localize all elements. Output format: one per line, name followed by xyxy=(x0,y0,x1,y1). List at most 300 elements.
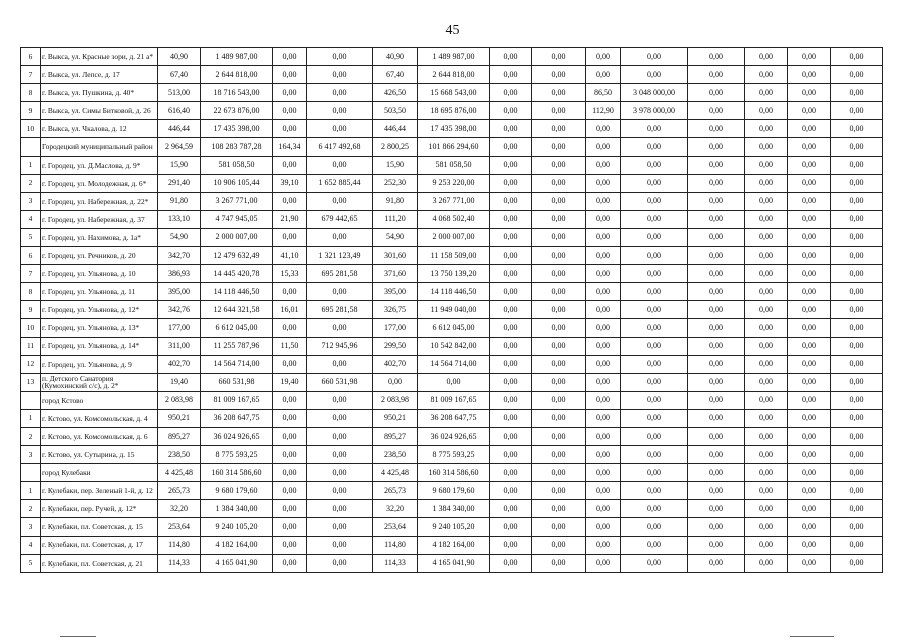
value-cell: 0,00 xyxy=(745,192,788,210)
address-cell: г. Выкса, ул. Чкалова, д. 12 xyxy=(41,120,158,138)
value-cell: 164,34 xyxy=(273,138,307,156)
value-cell: 15,33 xyxy=(273,265,307,283)
value-cell: 67,40 xyxy=(158,66,201,84)
address-cell: г. Кулебаки, пл. Советская, д. 17 xyxy=(41,536,158,554)
table-row xyxy=(21,102,883,120)
value-cell: 0,00 xyxy=(532,210,586,228)
value-cell: 0,00 xyxy=(831,554,883,572)
value-cell: 177,00 xyxy=(158,319,201,337)
value-cell: 112,90 xyxy=(586,102,621,120)
value-cell: 0,00 xyxy=(532,192,586,210)
value-cell: 0,00 xyxy=(831,355,883,373)
value-cell: 81 009 167,65 xyxy=(201,391,273,409)
value-cell: 0,00 xyxy=(788,464,831,482)
value-cell: 108 283 787,28 xyxy=(201,138,273,156)
value-cell: 0,00 xyxy=(688,138,745,156)
value-cell: 0,00 xyxy=(307,48,373,66)
value-cell: 19,40 xyxy=(273,373,307,391)
value-cell: 0,00 xyxy=(745,120,788,138)
value-cell: 36 024 926,65 xyxy=(201,427,273,445)
value-cell: 6 612 045,00 xyxy=(418,319,490,337)
value-cell: 86,50 xyxy=(586,84,621,102)
value-cell: 695 281,58 xyxy=(307,265,373,283)
value-cell: 0,00 xyxy=(745,66,788,84)
value-cell: 0,00 xyxy=(532,84,586,102)
value-cell: 111,20 xyxy=(373,210,418,228)
value-cell: 0,00 xyxy=(490,156,532,174)
row-number-cell: 8 xyxy=(21,84,41,102)
value-cell: 0,00 xyxy=(621,138,688,156)
value-cell: 0,00 xyxy=(586,482,621,500)
value-cell: 0,00 xyxy=(745,156,788,174)
value-cell: 0,00 xyxy=(532,247,586,265)
value-cell: 54,90 xyxy=(373,228,418,246)
address-cell: г. Городец, ул. Д.Маслова, д. 9* xyxy=(41,156,158,174)
value-cell: 291,40 xyxy=(158,174,201,192)
value-cell: 0,00 xyxy=(307,283,373,301)
address-cell: г. Выкса, ул. Пушкина, д. 40* xyxy=(41,84,158,102)
table-row xyxy=(21,66,883,84)
value-cell: 0,00 xyxy=(307,482,373,500)
value-cell: 6 417 492,68 xyxy=(307,138,373,156)
table-row xyxy=(21,265,883,283)
value-cell: 0,00 xyxy=(273,66,307,84)
value-cell: 679 442,65 xyxy=(307,210,373,228)
value-cell: 426,50 xyxy=(373,84,418,102)
value-cell: 0,00 xyxy=(621,283,688,301)
table-row xyxy=(21,228,883,246)
value-cell: 0,00 xyxy=(688,373,745,391)
value-cell: 0,00 xyxy=(586,391,621,409)
value-cell: 238,50 xyxy=(373,446,418,464)
value-cell: 18 716 543,00 xyxy=(201,84,273,102)
value-cell: 0,00 xyxy=(273,536,307,554)
value-cell: 0,00 xyxy=(307,391,373,409)
value-cell: 0,00 xyxy=(688,192,745,210)
value-cell: 0,00 xyxy=(621,554,688,572)
value-cell: 253,64 xyxy=(373,518,418,536)
value-cell: 0,00 xyxy=(490,192,532,210)
value-cell: 10 906 105,44 xyxy=(201,174,273,192)
value-cell: 3 267 771,00 xyxy=(418,192,490,210)
value-cell: 0,00 xyxy=(788,120,831,138)
value-cell: 0,00 xyxy=(745,174,788,192)
value-cell: 0,00 xyxy=(490,554,532,572)
value-cell: 0,00 xyxy=(788,192,831,210)
value-cell: 0,00 xyxy=(621,301,688,319)
value-cell: 16,01 xyxy=(273,301,307,319)
value-cell: 0,00 xyxy=(621,409,688,427)
value-cell: 0,00 xyxy=(490,464,532,482)
value-cell: 3 048 000,00 xyxy=(621,84,688,102)
value-cell: 0,00 xyxy=(273,102,307,120)
footer-rule-left xyxy=(60,636,96,637)
value-cell: 0,00 xyxy=(831,427,883,445)
value-cell: 0,00 xyxy=(788,391,831,409)
value-cell: 0,00 xyxy=(688,409,745,427)
value-cell: 0,00 xyxy=(273,319,307,337)
value-cell: 0,00 xyxy=(745,337,788,355)
page-number: 45 xyxy=(445,23,460,38)
value-cell: 0,00 xyxy=(307,228,373,246)
value-cell: 503,50 xyxy=(373,102,418,120)
value-cell: 0,00 xyxy=(688,48,745,66)
value-cell: 14 564 714,00 xyxy=(201,355,273,373)
value-cell: 9 680 179,60 xyxy=(418,482,490,500)
value-cell: 0,00 xyxy=(745,427,788,445)
value-cell: 0,00 xyxy=(490,319,532,337)
value-cell: 0,00 xyxy=(307,319,373,337)
address-cell: г. Городец, ул. Нахимова, д. 1а* xyxy=(41,228,158,246)
value-cell: 2 644 818,00 xyxy=(201,66,273,84)
table-row xyxy=(21,48,883,66)
value-cell: 0,00 xyxy=(745,138,788,156)
value-cell: 0,00 xyxy=(688,120,745,138)
value-cell: 4 165 041,90 xyxy=(418,554,490,572)
value-cell: 695 281,58 xyxy=(307,301,373,319)
value-cell: 0,00 xyxy=(831,482,883,500)
value-cell: 0,00 xyxy=(745,409,788,427)
row-number-cell xyxy=(21,464,41,482)
value-cell: 371,60 xyxy=(373,265,418,283)
row-number-cell: 9 xyxy=(21,301,41,319)
value-cell: 0,00 xyxy=(490,210,532,228)
value-cell: 0,00 xyxy=(745,536,788,554)
value-cell: 2 000 007,00 xyxy=(418,228,490,246)
value-cell: 0,00 xyxy=(490,355,532,373)
value-cell: 9 240 105,20 xyxy=(418,518,490,536)
value-cell: 0,00 xyxy=(532,536,586,554)
value-cell: 950,21 xyxy=(373,409,418,427)
value-cell: 22 673 876,00 xyxy=(201,102,273,120)
value-cell: 0,00 xyxy=(688,228,745,246)
value-cell: 0,00 xyxy=(418,373,490,391)
value-cell: 0,00 xyxy=(586,355,621,373)
value-cell: 8 775 593,25 xyxy=(418,446,490,464)
value-cell: 0,00 xyxy=(532,355,586,373)
value-cell: 0,00 xyxy=(586,427,621,445)
row-number-cell xyxy=(21,138,41,156)
value-cell: 0,00 xyxy=(307,536,373,554)
row-number-cell: 11 xyxy=(21,337,41,355)
value-cell: 40,90 xyxy=(373,48,418,66)
value-cell: 0,00 xyxy=(745,210,788,228)
value-cell: 0,00 xyxy=(788,228,831,246)
value-cell: 0,00 xyxy=(688,319,745,337)
value-cell: 0,00 xyxy=(788,265,831,283)
value-cell: 0,00 xyxy=(745,48,788,66)
table-row xyxy=(21,409,883,427)
value-cell: 0,00 xyxy=(831,319,883,337)
value-cell: 326,75 xyxy=(373,301,418,319)
value-cell: 114,80 xyxy=(373,536,418,554)
value-cell: 0,00 xyxy=(621,247,688,265)
value-cell: 0,00 xyxy=(586,120,621,138)
row-number-cell: 3 xyxy=(21,446,41,464)
table-row xyxy=(21,373,883,391)
value-cell: 402,70 xyxy=(373,355,418,373)
value-cell: 0,00 xyxy=(532,66,586,84)
value-cell: 0,00 xyxy=(745,391,788,409)
value-cell: 4 425,48 xyxy=(158,464,201,482)
value-cell: 0,00 xyxy=(307,464,373,482)
address-cell: город Кулебаки xyxy=(41,464,158,482)
row-number-cell: 1 xyxy=(21,482,41,500)
value-cell: 0,00 xyxy=(273,518,307,536)
value-cell: 0,00 xyxy=(621,337,688,355)
value-cell: 0,00 xyxy=(788,138,831,156)
value-cell: 0,00 xyxy=(831,283,883,301)
value-cell: 0,00 xyxy=(490,228,532,246)
value-cell: 0,00 xyxy=(745,228,788,246)
value-cell: 0,00 xyxy=(490,337,532,355)
value-cell: 0,00 xyxy=(621,427,688,445)
value-cell: 0,00 xyxy=(788,536,831,554)
value-cell: 0,00 xyxy=(745,283,788,301)
address-cell: г. Выкса, ул. Лепсе, д. 17 xyxy=(41,66,158,84)
value-cell: 0,00 xyxy=(688,355,745,373)
value-cell: 238,50 xyxy=(158,446,201,464)
value-cell: 446,44 xyxy=(373,120,418,138)
value-cell: 0,00 xyxy=(745,482,788,500)
value-cell: 0,00 xyxy=(831,156,883,174)
address-cell: г. Городец, ул. Речников, д. 20 xyxy=(41,247,158,265)
value-cell: 4 747 945,05 xyxy=(201,210,273,228)
address-cell: г. Городец, ул. Набережная, д. 37 xyxy=(41,210,158,228)
value-cell: 252,30 xyxy=(373,174,418,192)
row-number-cell: 13 xyxy=(21,373,41,391)
value-cell: 0,00 xyxy=(490,247,532,265)
row-number-cell: 6 xyxy=(21,247,41,265)
value-cell: 0,00 xyxy=(745,265,788,283)
value-cell: 0,00 xyxy=(307,446,373,464)
value-cell: 12 479 632,49 xyxy=(201,247,273,265)
value-cell: 660 531,98 xyxy=(307,373,373,391)
value-cell: 160 314 586,60 xyxy=(201,464,273,482)
value-cell: 0,00 xyxy=(307,84,373,102)
address-cell: г. Кулебаки, пер. Зеленый 1-й, д. 12 xyxy=(41,482,158,500)
value-cell: 0,00 xyxy=(273,409,307,427)
value-cell: 32,20 xyxy=(373,500,418,518)
value-cell: 0,00 xyxy=(831,247,883,265)
value-cell: 0,00 xyxy=(273,48,307,66)
value-cell: 0,00 xyxy=(688,391,745,409)
value-cell: 0,00 xyxy=(688,446,745,464)
table-group-row xyxy=(21,138,883,156)
value-cell: 0,00 xyxy=(688,102,745,120)
value-cell: 0,00 xyxy=(788,247,831,265)
value-cell: 0,00 xyxy=(621,66,688,84)
value-cell: 9 680 179,60 xyxy=(201,482,273,500)
value-cell: 0,00 xyxy=(745,301,788,319)
value-cell: 0,00 xyxy=(788,210,831,228)
value-cell: 0,00 xyxy=(586,265,621,283)
address-cell: г. Кстово, ул. Комсомольская, д. 4 xyxy=(41,409,158,427)
value-cell: 0,00 xyxy=(788,283,831,301)
value-cell: 0,00 xyxy=(490,102,532,120)
value-cell: 0,00 xyxy=(307,500,373,518)
address-cell: г. Кулебаки, пер. Ручей, д. 12* xyxy=(41,500,158,518)
row-number-cell: 4 xyxy=(21,210,41,228)
value-cell: 0,00 xyxy=(307,554,373,572)
address-cell: г. Городец, ул. Набережная, д. 22* xyxy=(41,192,158,210)
value-cell: 0,00 xyxy=(532,373,586,391)
value-cell: 0,00 xyxy=(688,427,745,445)
value-cell: 0,00 xyxy=(586,500,621,518)
table-row xyxy=(21,518,883,536)
value-cell: 11 255 787,96 xyxy=(201,337,273,355)
value-cell: 342,70 xyxy=(158,247,201,265)
value-cell: 32,20 xyxy=(158,500,201,518)
value-cell: 0,00 xyxy=(688,518,745,536)
value-cell: 1 652 885,44 xyxy=(307,174,373,192)
table-row xyxy=(21,554,883,572)
value-cell: 0,00 xyxy=(621,265,688,283)
value-cell: 0,00 xyxy=(490,301,532,319)
value-cell: 895,27 xyxy=(158,427,201,445)
value-cell: 8 775 593,25 xyxy=(201,446,273,464)
value-cell: 0,00 xyxy=(532,228,586,246)
value-cell: 0,00 xyxy=(788,319,831,337)
value-cell: 0,00 xyxy=(621,228,688,246)
value-cell: 0,00 xyxy=(788,301,831,319)
table-row xyxy=(21,192,883,210)
value-cell: 0,00 xyxy=(307,355,373,373)
value-cell: 0,00 xyxy=(490,409,532,427)
value-cell: 0,00 xyxy=(621,355,688,373)
table-row xyxy=(21,210,883,228)
value-cell: 0,00 xyxy=(831,518,883,536)
value-cell: 0,00 xyxy=(621,500,688,518)
value-cell: 0,00 xyxy=(490,391,532,409)
value-cell: 0,00 xyxy=(831,102,883,120)
value-cell: 17 435 398,00 xyxy=(201,120,273,138)
value-cell: 395,00 xyxy=(158,283,201,301)
value-cell: 0,00 xyxy=(490,174,532,192)
value-cell: 0,00 xyxy=(490,373,532,391)
value-cell: 0,00 xyxy=(788,518,831,536)
row-number-cell: 5 xyxy=(21,554,41,572)
value-cell: 0,00 xyxy=(745,319,788,337)
value-cell: 0,00 xyxy=(307,66,373,84)
value-cell: 0,00 xyxy=(586,409,621,427)
value-cell: 0,00 xyxy=(788,446,831,464)
value-cell: 0,00 xyxy=(586,210,621,228)
value-cell: 0,00 xyxy=(586,446,621,464)
value-cell: 3 267 771,00 xyxy=(201,192,273,210)
value-cell: 0,00 xyxy=(273,554,307,572)
value-cell: 0,00 xyxy=(490,500,532,518)
value-cell: 0,00 xyxy=(307,518,373,536)
value-cell: 386,93 xyxy=(158,265,201,283)
value-cell: 0,00 xyxy=(532,482,586,500)
value-cell: 513,00 xyxy=(158,84,201,102)
value-cell: 2 964,59 xyxy=(158,138,201,156)
value-cell: 0,00 xyxy=(831,337,883,355)
value-cell: 0,00 xyxy=(490,518,532,536)
value-cell: 0,00 xyxy=(586,156,621,174)
table-row xyxy=(21,301,883,319)
value-cell: 0,00 xyxy=(586,464,621,482)
value-cell: 0,00 xyxy=(621,319,688,337)
value-cell: 0,00 xyxy=(490,482,532,500)
value-cell: 0,00 xyxy=(745,500,788,518)
value-cell: 0,00 xyxy=(532,301,586,319)
value-cell: 0,00 xyxy=(586,283,621,301)
value-cell: 0,00 xyxy=(532,518,586,536)
value-cell: 0,00 xyxy=(688,554,745,572)
value-cell: 0,00 xyxy=(586,373,621,391)
value-cell: 0,00 xyxy=(621,482,688,500)
address-cell: Городецкий муниципальный район xyxy=(41,138,158,156)
value-cell: 2 800,25 xyxy=(373,138,418,156)
value-cell: 0,00 xyxy=(273,156,307,174)
row-number-cell: 3 xyxy=(21,192,41,210)
value-cell: 0,00 xyxy=(621,518,688,536)
value-cell: 0,00 xyxy=(688,301,745,319)
address-cell: г. Городец, ул. Ульянова, д. 9 xyxy=(41,355,158,373)
value-cell: 0,00 xyxy=(490,536,532,554)
row-number-cell: 12 xyxy=(21,355,41,373)
value-cell: 581 058,50 xyxy=(201,156,273,174)
value-cell: 17 435 398,00 xyxy=(418,120,490,138)
value-cell: 446,44 xyxy=(158,120,201,138)
value-cell: 0,00 xyxy=(621,391,688,409)
value-cell: 581 058,50 xyxy=(418,156,490,174)
value-cell: 0,00 xyxy=(745,518,788,536)
value-cell: 12 644 321,58 xyxy=(201,301,273,319)
address-cell: г. Городец, ул. Ульянова, д. 10 xyxy=(41,265,158,283)
value-cell: 0,00 xyxy=(745,446,788,464)
value-cell: 0,00 xyxy=(688,265,745,283)
value-cell: 0,00 xyxy=(831,446,883,464)
value-cell: 11 949 040,00 xyxy=(418,301,490,319)
value-cell: 0,00 xyxy=(532,265,586,283)
address-cell: г. Кстово, ул. Комсомольская, д. 6 xyxy=(41,427,158,445)
row-number-cell: 9 xyxy=(21,102,41,120)
address-cell: п. Детского Санатория (Кумохинский с/с), д. 2* xyxy=(41,373,158,391)
value-cell: 0,00 xyxy=(831,84,883,102)
value-cell: 0,00 xyxy=(586,48,621,66)
value-cell: 0,00 xyxy=(621,464,688,482)
value-cell: 0,00 xyxy=(788,102,831,120)
address-cell: город Кстово xyxy=(41,391,158,409)
value-cell: 950,21 xyxy=(158,409,201,427)
value-cell: 0,00 xyxy=(788,156,831,174)
row-number-cell: 7 xyxy=(21,265,41,283)
value-cell: 0,00 xyxy=(688,247,745,265)
table-row xyxy=(21,500,883,518)
value-cell: 6 612 045,00 xyxy=(201,319,273,337)
value-cell: 616,40 xyxy=(158,102,201,120)
table-row xyxy=(21,355,883,373)
value-cell: 0,00 xyxy=(307,156,373,174)
address-cell: г. Кулебаки, пл. Советская, д. 21 xyxy=(41,554,158,572)
value-cell: 1 384 340,00 xyxy=(418,500,490,518)
value-cell: 81 009 167,65 xyxy=(418,391,490,409)
value-cell: 342,76 xyxy=(158,301,201,319)
value-cell: 0,00 xyxy=(490,427,532,445)
value-cell: 0,00 xyxy=(586,319,621,337)
table-row xyxy=(21,446,883,464)
value-cell: 0,00 xyxy=(273,427,307,445)
value-cell: 160 314 586,60 xyxy=(418,464,490,482)
value-cell: 21,90 xyxy=(273,210,307,228)
value-cell: 0,00 xyxy=(621,120,688,138)
row-number-cell: 4 xyxy=(21,536,41,554)
value-cell: 2 644 818,00 xyxy=(418,66,490,84)
value-cell: 0,00 xyxy=(745,355,788,373)
